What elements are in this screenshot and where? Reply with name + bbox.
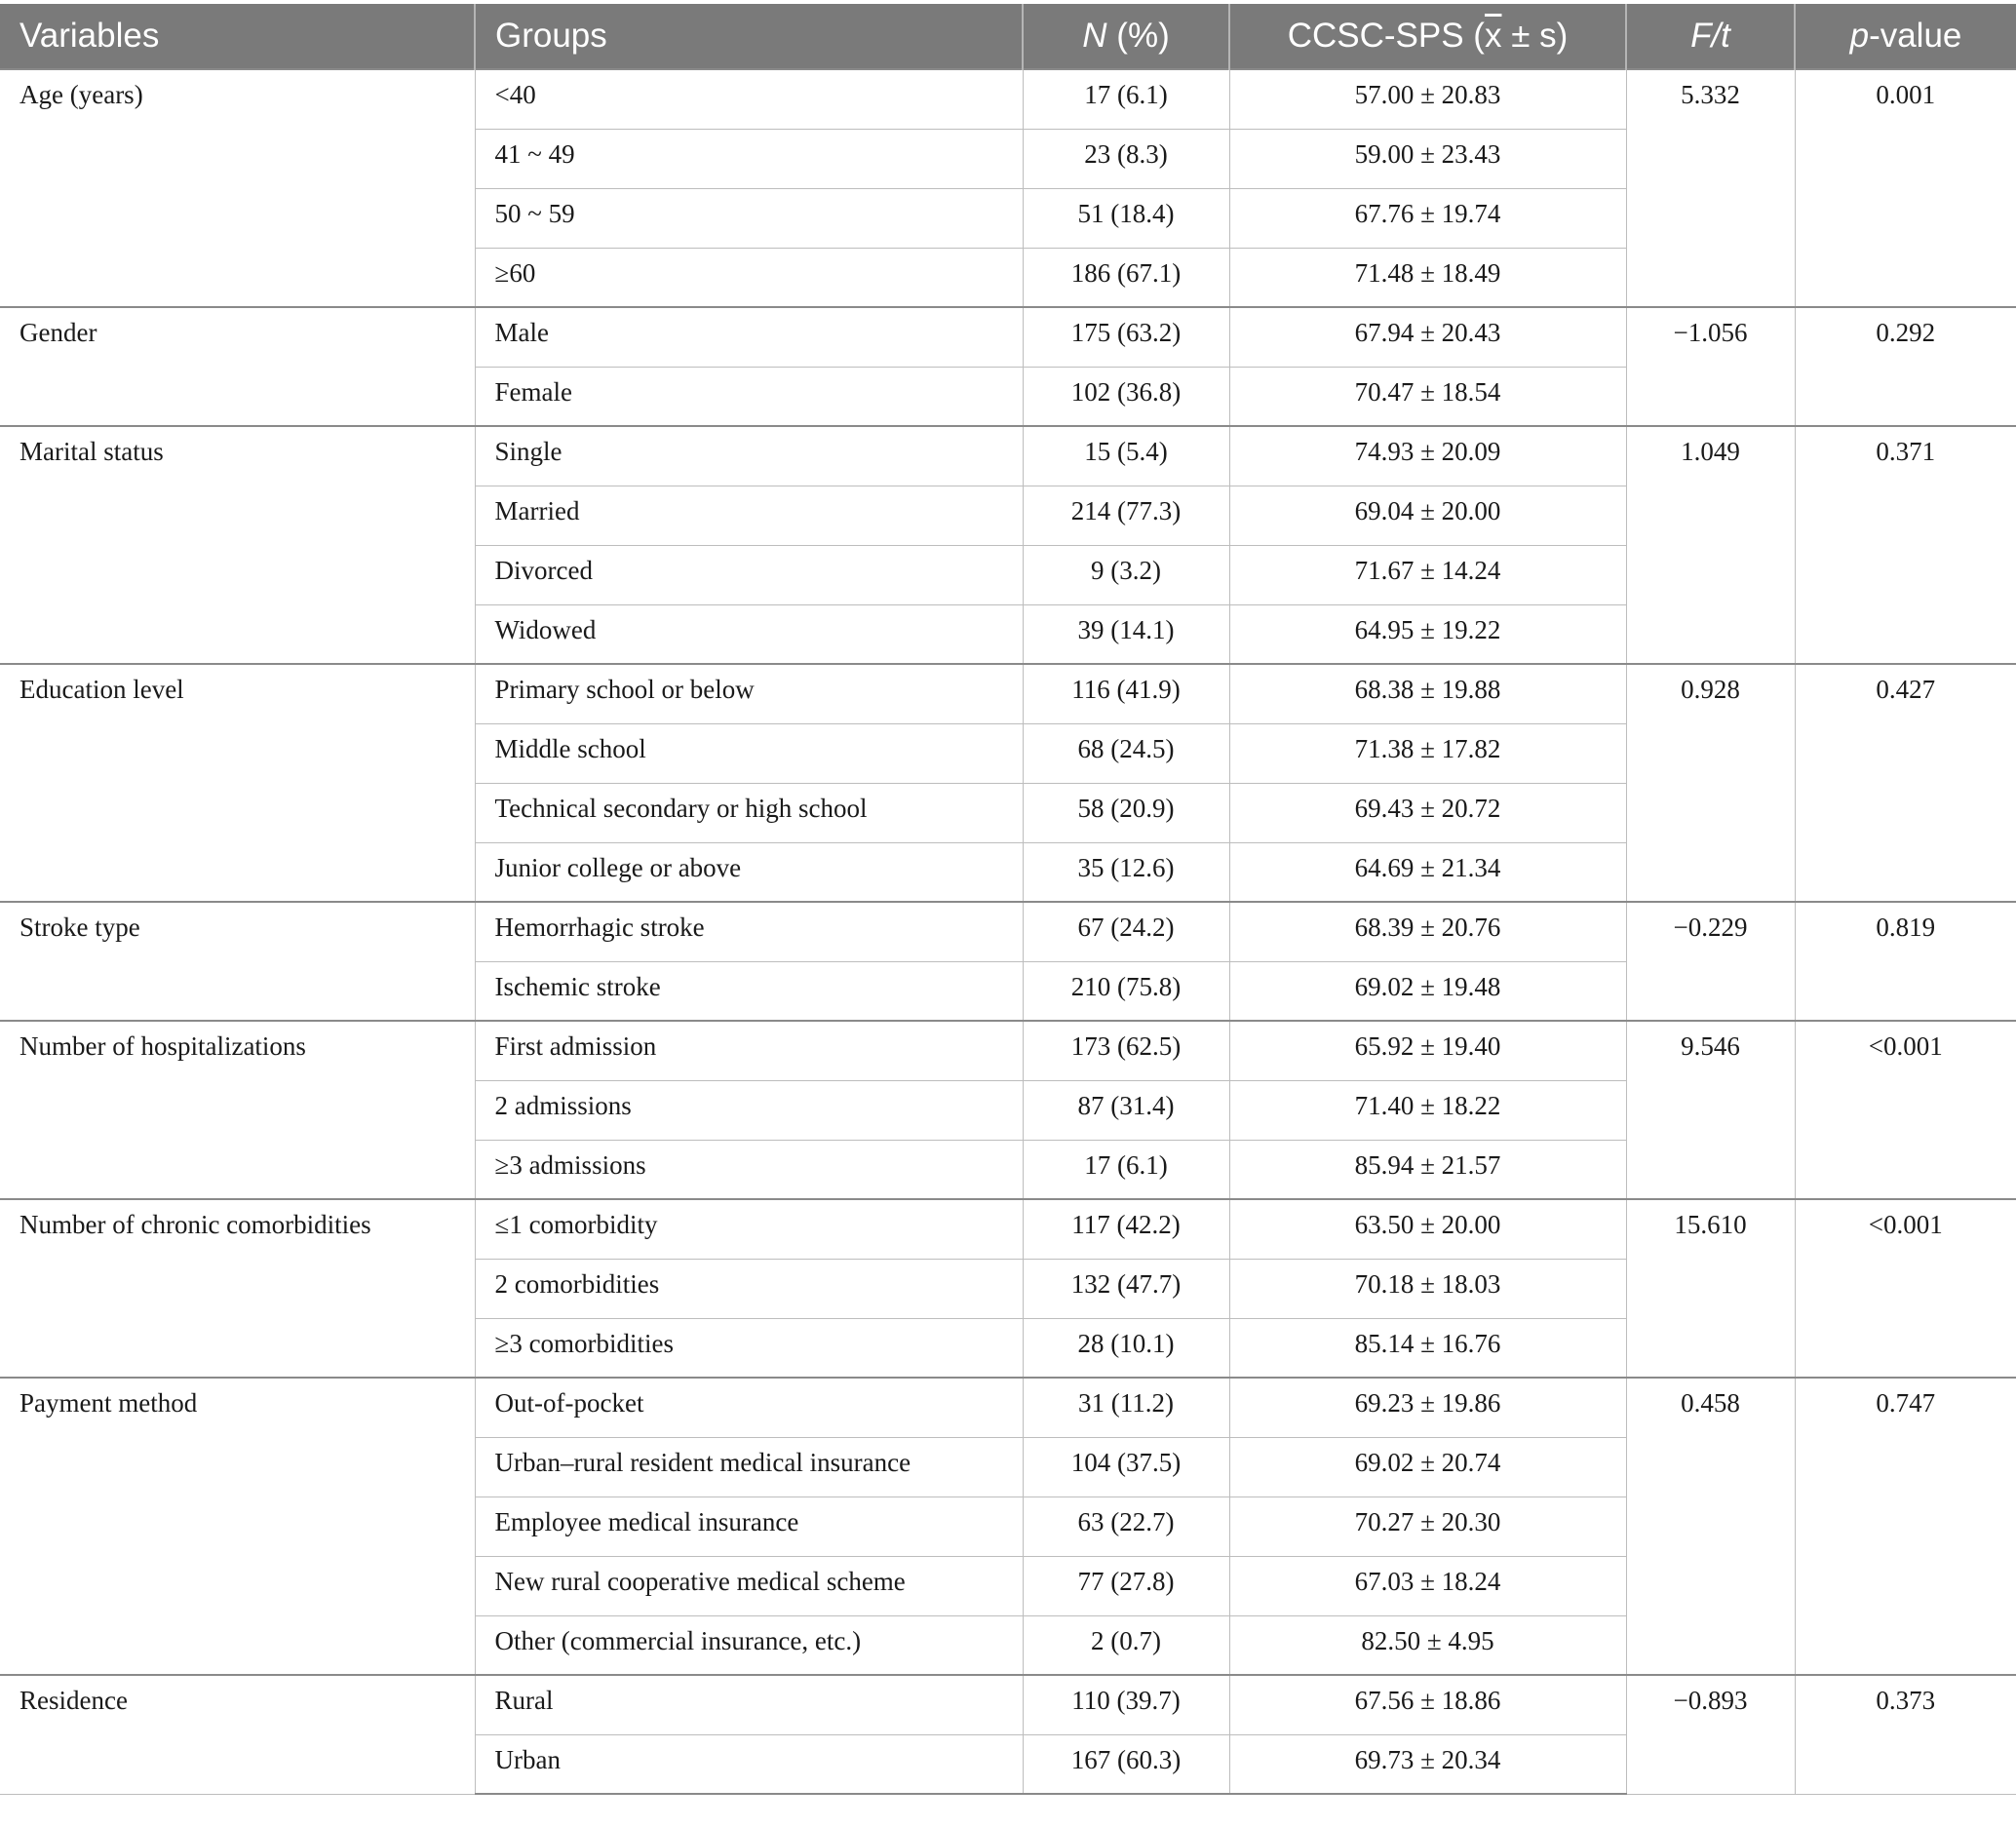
- variable-cell: Education level: [0, 664, 475, 902]
- group-cell: Out-of-pocket: [475, 1378, 1023, 1437]
- table-row: [0, 1675, 2016, 1734]
- group-cell: Ischemic stroke: [475, 961, 1023, 1021]
- group-cell: New rural cooperative medical scheme: [475, 1556, 1023, 1615]
- group-cell: Middle school: [475, 723, 1023, 783]
- group-cell: Female: [475, 367, 1023, 426]
- f-t-cell: −0.893: [1626, 1675, 1795, 1794]
- f-t-cell: −1.056: [1626, 307, 1795, 426]
- group-cell: <40: [475, 69, 1023, 129]
- header-p-symbol: p: [1849, 17, 1870, 55]
- header-n-suffix: (%): [1106, 17, 1170, 55]
- ccsc-sps-cell: 85.14 ± 16.76: [1229, 1318, 1626, 1378]
- n-percent-cell: 23 (8.3): [1023, 129, 1229, 188]
- header-p-value: [1795, 4, 2016, 69]
- ccsc-sps-cell: 68.38 ± 19.88: [1229, 664, 1626, 723]
- n-percent-cell: 31 (11.2): [1023, 1378, 1229, 1437]
- group-cell: 2 admissions: [475, 1080, 1023, 1140]
- n-percent-cell: 17 (6.1): [1023, 1140, 1229, 1199]
- n-percent-cell: 117 (42.2): [1023, 1199, 1229, 1259]
- header-ccsc-xbar: $\overline{x}$: [1484, 17, 1502, 55]
- n-percent-cell: 68 (24.5): [1023, 723, 1229, 783]
- ccsc-sps-cell: 64.69 ± 21.34: [1229, 842, 1626, 902]
- variable-cell: Stroke type: [0, 902, 475, 1021]
- header-ccsc-prefix: CCSC-SPS (: [1287, 17, 1485, 55]
- ccsc-sps-cell: 69.23 ± 19.86: [1229, 1378, 1626, 1437]
- ccsc-sps-cell: 71.48 ± 18.49: [1229, 248, 1626, 307]
- group-cell: 41 ~ 49: [475, 129, 1023, 188]
- n-percent-cell: 9 (3.2): [1023, 545, 1229, 604]
- group-cell: Urban: [475, 1734, 1023, 1794]
- f-t-cell: 15.610: [1626, 1199, 1795, 1378]
- n-percent-cell: 210 (75.8): [1023, 961, 1229, 1021]
- table-row: [0, 902, 2016, 961]
- variable-cell: Number of hospitalizations: [0, 1021, 475, 1199]
- header-f-t: F/t: [1626, 4, 1795, 69]
- n-percent-cell: 116 (41.9): [1023, 664, 1229, 723]
- header-ccsc-suffix: ± s): [1501, 17, 1569, 55]
- f-t-cell: 5.332: [1626, 69, 1795, 307]
- header-groups: Groups: [475, 4, 1023, 69]
- n-percent-cell: 87 (31.4): [1023, 1080, 1229, 1140]
- n-percent-cell: 77 (27.8): [1023, 1556, 1229, 1615]
- ccsc-sps-cell: 69.04 ± 20.00: [1229, 486, 1626, 545]
- table-row: [0, 1378, 2016, 1437]
- ccsc-sps-cell: 70.27 ± 20.30: [1229, 1497, 1626, 1556]
- f-t-cell: 0.458: [1626, 1378, 1795, 1675]
- group-cell: Widowed: [475, 604, 1023, 664]
- ccsc-sps-cell: 67.56 ± 18.86: [1229, 1675, 1626, 1734]
- group-cell: 2 comorbidities: [475, 1259, 1023, 1318]
- n-percent-cell: 173 (62.5): [1023, 1021, 1229, 1080]
- n-percent-cell: 104 (37.5): [1023, 1437, 1229, 1497]
- group-cell: ≥3 comorbidities: [475, 1318, 1023, 1378]
- n-percent-cell: 58 (20.9): [1023, 783, 1229, 842]
- ccsc-sps-cell: 85.94 ± 21.57: [1229, 1140, 1626, 1199]
- ccsc-sps-cell: 64.95 ± 19.22: [1229, 604, 1626, 664]
- table-row: [0, 1021, 2016, 1080]
- group-cell: ≥60: [475, 248, 1023, 307]
- ccsc-sps-cell: 82.50 ± 4.95: [1229, 1615, 1626, 1675]
- variable-cell: Payment method: [0, 1378, 475, 1675]
- ccsc-sps-cell: 71.38 ± 17.82: [1229, 723, 1626, 783]
- n-percent-cell: 67 (24.2): [1023, 902, 1229, 961]
- n-percent-cell: 17 (6.1): [1023, 69, 1229, 129]
- n-percent-cell: 2 (0.7): [1023, 1615, 1229, 1675]
- ccsc-sps-cell: 69.73 ± 20.34: [1229, 1734, 1626, 1794]
- ccsc-sps-cell: 71.40 ± 18.22: [1229, 1080, 1626, 1140]
- group-cell: Technical secondary or high school: [475, 783, 1023, 842]
- group-cell: Single: [475, 426, 1023, 486]
- p-value-cell: 0.001: [1795, 69, 2016, 307]
- ccsc-sps-cell: 57.00 ± 20.83: [1229, 69, 1626, 129]
- variable-cell: Gender: [0, 307, 475, 426]
- group-cell: First admission: [475, 1021, 1023, 1080]
- group-cell: Rural: [475, 1675, 1023, 1734]
- n-percent-cell: 39 (14.1): [1023, 604, 1229, 664]
- table-row: [0, 426, 2016, 486]
- p-value-cell: 0.427: [1795, 664, 2016, 902]
- ccsc-sps-cell: 70.18 ± 18.03: [1229, 1259, 1626, 1318]
- table-row: [0, 69, 2016, 129]
- table-body: [0, 69, 2016, 1794]
- ccsc-sps-cell: 67.03 ± 18.24: [1229, 1556, 1626, 1615]
- header-row: [0, 4, 2016, 69]
- variable-cell: Number of chronic comorbidities: [0, 1199, 475, 1378]
- table-row: [0, 307, 2016, 367]
- group-cell: ≤1 comorbidity: [475, 1199, 1023, 1259]
- header-n-percent: [1023, 4, 1229, 69]
- ccsc-sps-cell: 67.94 ± 20.43: [1229, 307, 1626, 367]
- n-percent-cell: 186 (67.1): [1023, 248, 1229, 307]
- p-value-cell: 0.747: [1795, 1378, 2016, 1675]
- table-row: [0, 1199, 2016, 1259]
- n-percent-cell: 214 (77.3): [1023, 486, 1229, 545]
- f-t-cell: 0.928: [1626, 664, 1795, 902]
- header-ccsc-sps: [1229, 4, 1626, 69]
- ccsc-sps-cell: 74.93 ± 20.09: [1229, 426, 1626, 486]
- table-header: [0, 4, 2016, 69]
- group-cell: Other (commercial insurance, etc.): [475, 1615, 1023, 1675]
- f-t-cell: 1.049: [1626, 426, 1795, 664]
- ccsc-sps-cell: 68.39 ± 20.76: [1229, 902, 1626, 961]
- n-percent-cell: 167 (60.3): [1023, 1734, 1229, 1794]
- p-value-cell: <0.001: [1795, 1021, 2016, 1199]
- n-percent-cell: 15 (5.4): [1023, 426, 1229, 486]
- n-percent-cell: 28 (10.1): [1023, 1318, 1229, 1378]
- p-value-cell: 0.819: [1795, 902, 2016, 1021]
- header-variables: Variables: [0, 4, 475, 69]
- p-value-cell: <0.001: [1795, 1199, 2016, 1378]
- header-n-symbol: N: [1082, 17, 1107, 55]
- group-cell: Hemorrhagic stroke: [475, 902, 1023, 961]
- variable-cell: Age (years): [0, 69, 475, 307]
- ccsc-sps-cell: 67.76 ± 19.74: [1229, 188, 1626, 248]
- group-cell: 50 ~ 59: [475, 188, 1023, 248]
- group-cell: Urban–rural resident medical insurance: [475, 1437, 1023, 1497]
- ccsc-sps-cell: 69.02 ± 20.74: [1229, 1437, 1626, 1497]
- header-p-suffix: -value: [1869, 17, 1962, 55]
- n-percent-cell: 63 (22.7): [1023, 1497, 1229, 1556]
- f-t-cell: −0.229: [1626, 902, 1795, 1021]
- table-row: [0, 664, 2016, 723]
- ccsc-sps-cell: 69.02 ± 19.48: [1229, 961, 1626, 1021]
- p-value-cell: 0.292: [1795, 307, 2016, 426]
- variable-cell: Residence: [0, 1675, 475, 1794]
- n-percent-cell: 102 (36.8): [1023, 367, 1229, 426]
- variable-cell: Marital status: [0, 426, 475, 664]
- group-cell: Male: [475, 307, 1023, 367]
- n-percent-cell: 35 (12.6): [1023, 842, 1229, 902]
- n-percent-cell: 132 (47.7): [1023, 1259, 1229, 1318]
- group-cell: Employee medical insurance: [475, 1497, 1023, 1556]
- ccsc-sps-cell: 71.67 ± 14.24: [1229, 545, 1626, 604]
- group-cell: Primary school or below: [475, 664, 1023, 723]
- statistics-table: [0, 4, 2016, 1795]
- group-cell: ≥3 admissions: [475, 1140, 1023, 1199]
- ccsc-sps-cell: 59.00 ± 23.43: [1229, 129, 1626, 188]
- ccsc-sps-cell: 70.47 ± 18.54: [1229, 367, 1626, 426]
- ccsc-sps-cell: 63.50 ± 20.00: [1229, 1199, 1626, 1259]
- group-cell: Divorced: [475, 545, 1023, 604]
- group-cell: Junior college or above: [475, 842, 1023, 902]
- p-value-cell: 0.371: [1795, 426, 2016, 664]
- n-percent-cell: 175 (63.2): [1023, 307, 1229, 367]
- n-percent-cell: 51 (18.4): [1023, 188, 1229, 248]
- n-percent-cell: 110 (39.7): [1023, 1675, 1229, 1734]
- ccsc-sps-cell: 69.43 ± 20.72: [1229, 783, 1626, 842]
- p-value-cell: 0.373: [1795, 1675, 2016, 1794]
- ccsc-sps-cell: 65.92 ± 19.40: [1229, 1021, 1626, 1080]
- f-t-cell: 9.546: [1626, 1021, 1795, 1199]
- group-cell: Married: [475, 486, 1023, 545]
